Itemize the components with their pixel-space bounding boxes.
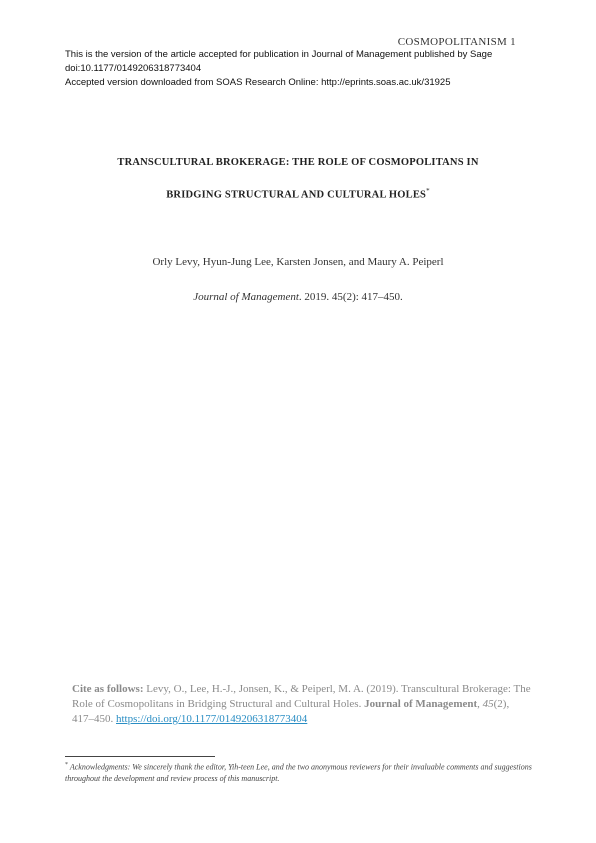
running-head: COSMOPOLITANISM 1 bbox=[397, 36, 516, 48]
title-text: BRIDGING STRUCTURAL AND CULTURAL HOLES bbox=[166, 189, 427, 201]
cite-journal: Journal of Management bbox=[364, 698, 478, 710]
footnote-separator bbox=[65, 756, 215, 757]
cite-text-2: , bbox=[477, 698, 483, 710]
doi-link[interactable]: https://doi.org/10.1177/0149206318773404 bbox=[116, 713, 308, 725]
notice-line-2: doi:10.1177/0149206318773404 bbox=[65, 63, 202, 74]
paper-title-line-2 bbox=[0, 187, 596, 201]
journal-name: Journal of Management bbox=[193, 291, 299, 303]
cite-label: Cite as follows: bbox=[72, 683, 144, 695]
cite-as-follows bbox=[72, 682, 532, 727]
notice-line-1: This is the version of the article accepted for publication in Journal of Management published by Sage bbox=[65, 49, 493, 60]
cite-text-3: (2), 417–450. bbox=[72, 698, 510, 725]
footnote-mark: * bbox=[65, 762, 68, 768]
journal-citation bbox=[0, 291, 596, 303]
cite-text-1: Levy, O., Lee, H.-J., Jonsen, K., & Peiperl, M. A. (2019). Transcultural Brokerage: The Role of Cosmopolitans in Bridging Structural and Cultural Holes. bbox=[72, 683, 531, 710]
journal-details: . 2019. 45(2): 417–450. bbox=[298, 291, 403, 303]
cite-volume: 45 bbox=[482, 698, 494, 710]
paper-title-line-1: TRANSCULTURAL BROKERAGE: THE ROLE OF COSMOPOLITANS IN bbox=[117, 157, 479, 168]
title-footnote-mark: * bbox=[426, 187, 430, 195]
publication-notice bbox=[65, 48, 545, 90]
notice-line-3: Accepted version downloaded from SOAS Research Online: http://eprints.soas.ac.uk/31925 bbox=[65, 77, 451, 88]
author-list: Orly Levy, Hyun-Jung Lee, Karsten Jonsen, and Maury A. Peiperl bbox=[152, 256, 444, 268]
footnote-text: Acknowledgments: We sincerely thank the editor, Yih-teen Lee, and the two anonymous reviewers for their invaluable comments and suggestions throughout the development and review process of this manuscript. bbox=[65, 762, 532, 783]
acknowledgments-footnote bbox=[65, 760, 535, 784]
